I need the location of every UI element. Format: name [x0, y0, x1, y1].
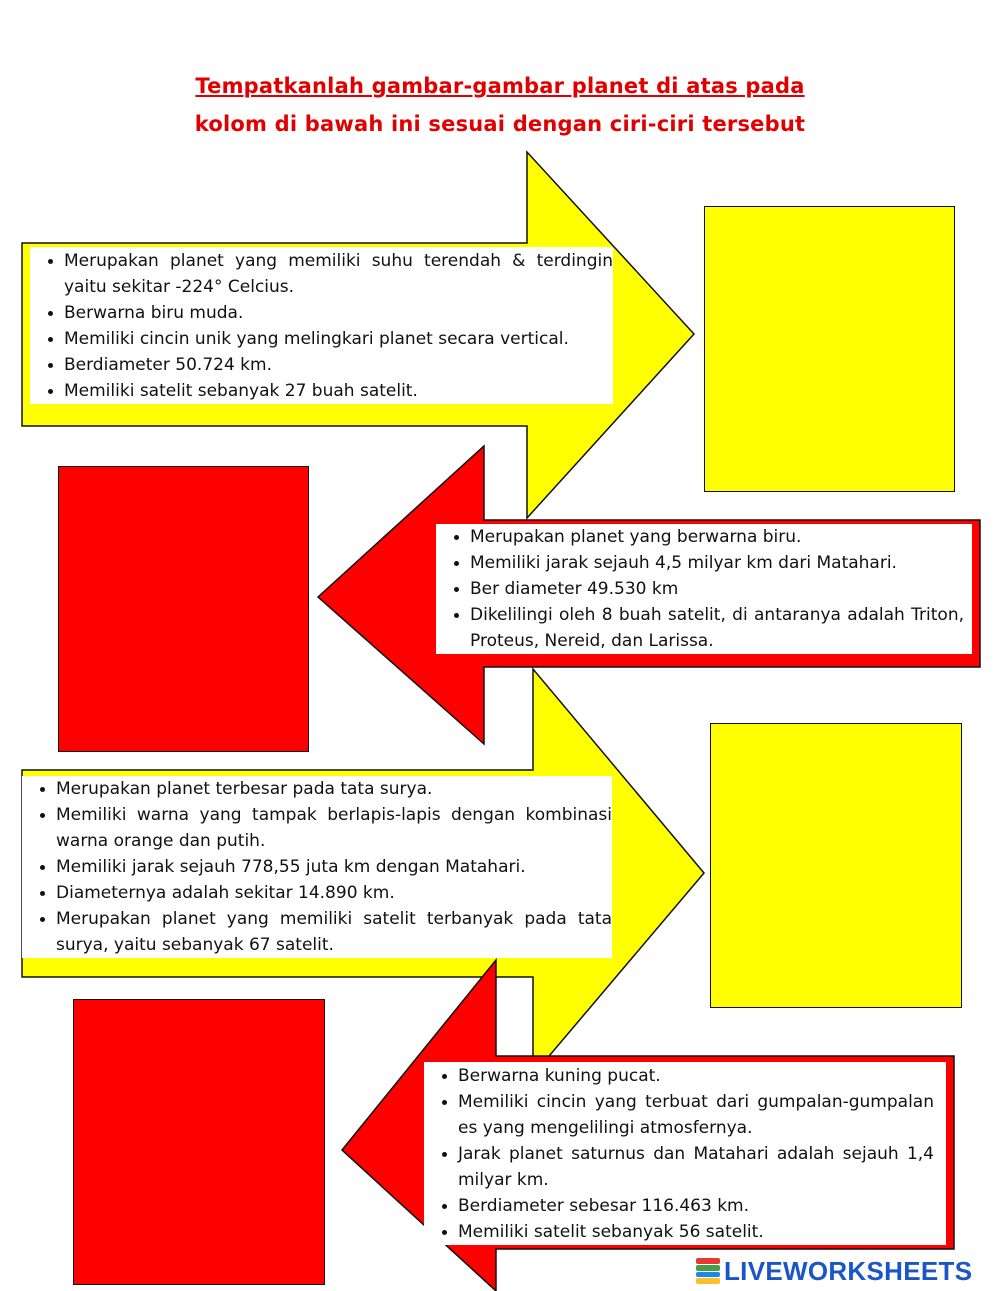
instruction-title-line-1: Tempatkanlah gambar-gambar planet di atas pada [195, 74, 805, 98]
clue-list-1 [30, 248, 613, 404]
clue-2-item: • Merupakan planet yang berwarna biru. [470, 524, 964, 550]
clue-1-item: • Memiliki cincin unik yang melingkari planet secara vertical. [64, 326, 613, 352]
clue-4-item: • Berwarna kuning pucat. [458, 1063, 934, 1089]
clue-1-item: • Berwarna biru muda. [64, 300, 613, 326]
liveworksheets-logo [696, 1256, 972, 1286]
clue-list-2 [436, 524, 964, 654]
drop-box-1-yellow[interactable] [704, 206, 955, 492]
clue-4-item: • Berdiameter sebesar 116.463 km. [458, 1193, 934, 1219]
liveworksheets-logo-icon [696, 1258, 720, 1284]
clue-list-4 [424, 1063, 934, 1245]
clue-box-3 [22, 776, 612, 958]
clue-1-item: • Memiliki satelit sebanyak 27 buah satelit. [64, 378, 613, 404]
drop-box-4-red[interactable] [73, 999, 325, 1285]
clue-box-1 [30, 247, 613, 404]
clue-4-item: • Memiliki satelit sebanyak 56 satelit. [458, 1219, 934, 1245]
clue-2-item: • Memiliki jarak sejauh 4,5 milyar km dari Matahari. [470, 550, 964, 576]
clue-3-item: • Memiliki warna yang tampak berlapis-lapis dengan kombinasi warna orange dan putih. [56, 802, 612, 854]
clue-3-item: • Merupakan planet terbesar pada tata surya. [56, 776, 612, 802]
drop-box-2-red[interactable] [58, 466, 309, 752]
clue-4-item: • Jarak planet saturnus dan Matahari adalah sejauh 1,4 milyar km. [458, 1141, 934, 1193]
clue-box-2 [436, 524, 972, 654]
clue-2-item: • Ber diameter 49.530 km [470, 576, 964, 602]
clue-box-4 [424, 1062, 946, 1245]
clue-list-3 [22, 776, 612, 958]
clue-4-item: • Memiliki cincin yang terbuat dari gumpalan-gumpalan es yang mengelilingi atmosfernya. [458, 1089, 934, 1141]
clue-1-item: • Merupakan planet yang memiliki suhu terendah & terdingin yaitu sekitar -224° Celcius. [64, 248, 613, 300]
clue-3-item: • Diameternya adalah sekitar 14.890 km. [56, 880, 612, 906]
clue-3-item: • Merupakan planet yang memiliki satelit terbanyak pada tata surya, yaitu sebanyak 67 satelit. [56, 906, 612, 958]
clue-1-item: • Berdiameter 50.724 km. [64, 352, 613, 378]
clue-2-item: • Dikelilingi oleh 8 buah satelit, di antaranya adalah Triton, Proteus, Nereid, dan Larissa. [470, 602, 964, 654]
clue-3-item: • Memiliki jarak sejauh 778,55 juta km dengan Matahari. [56, 854, 612, 880]
instruction-title-line-2: kolom di bawah ini sesuai dengan ciri-ciri tersebut [194, 112, 806, 136]
liveworksheets-logo-text: LIVEWORKSHEETS [724, 1255, 973, 1286]
drop-box-3-yellow[interactable] [710, 723, 962, 1008]
